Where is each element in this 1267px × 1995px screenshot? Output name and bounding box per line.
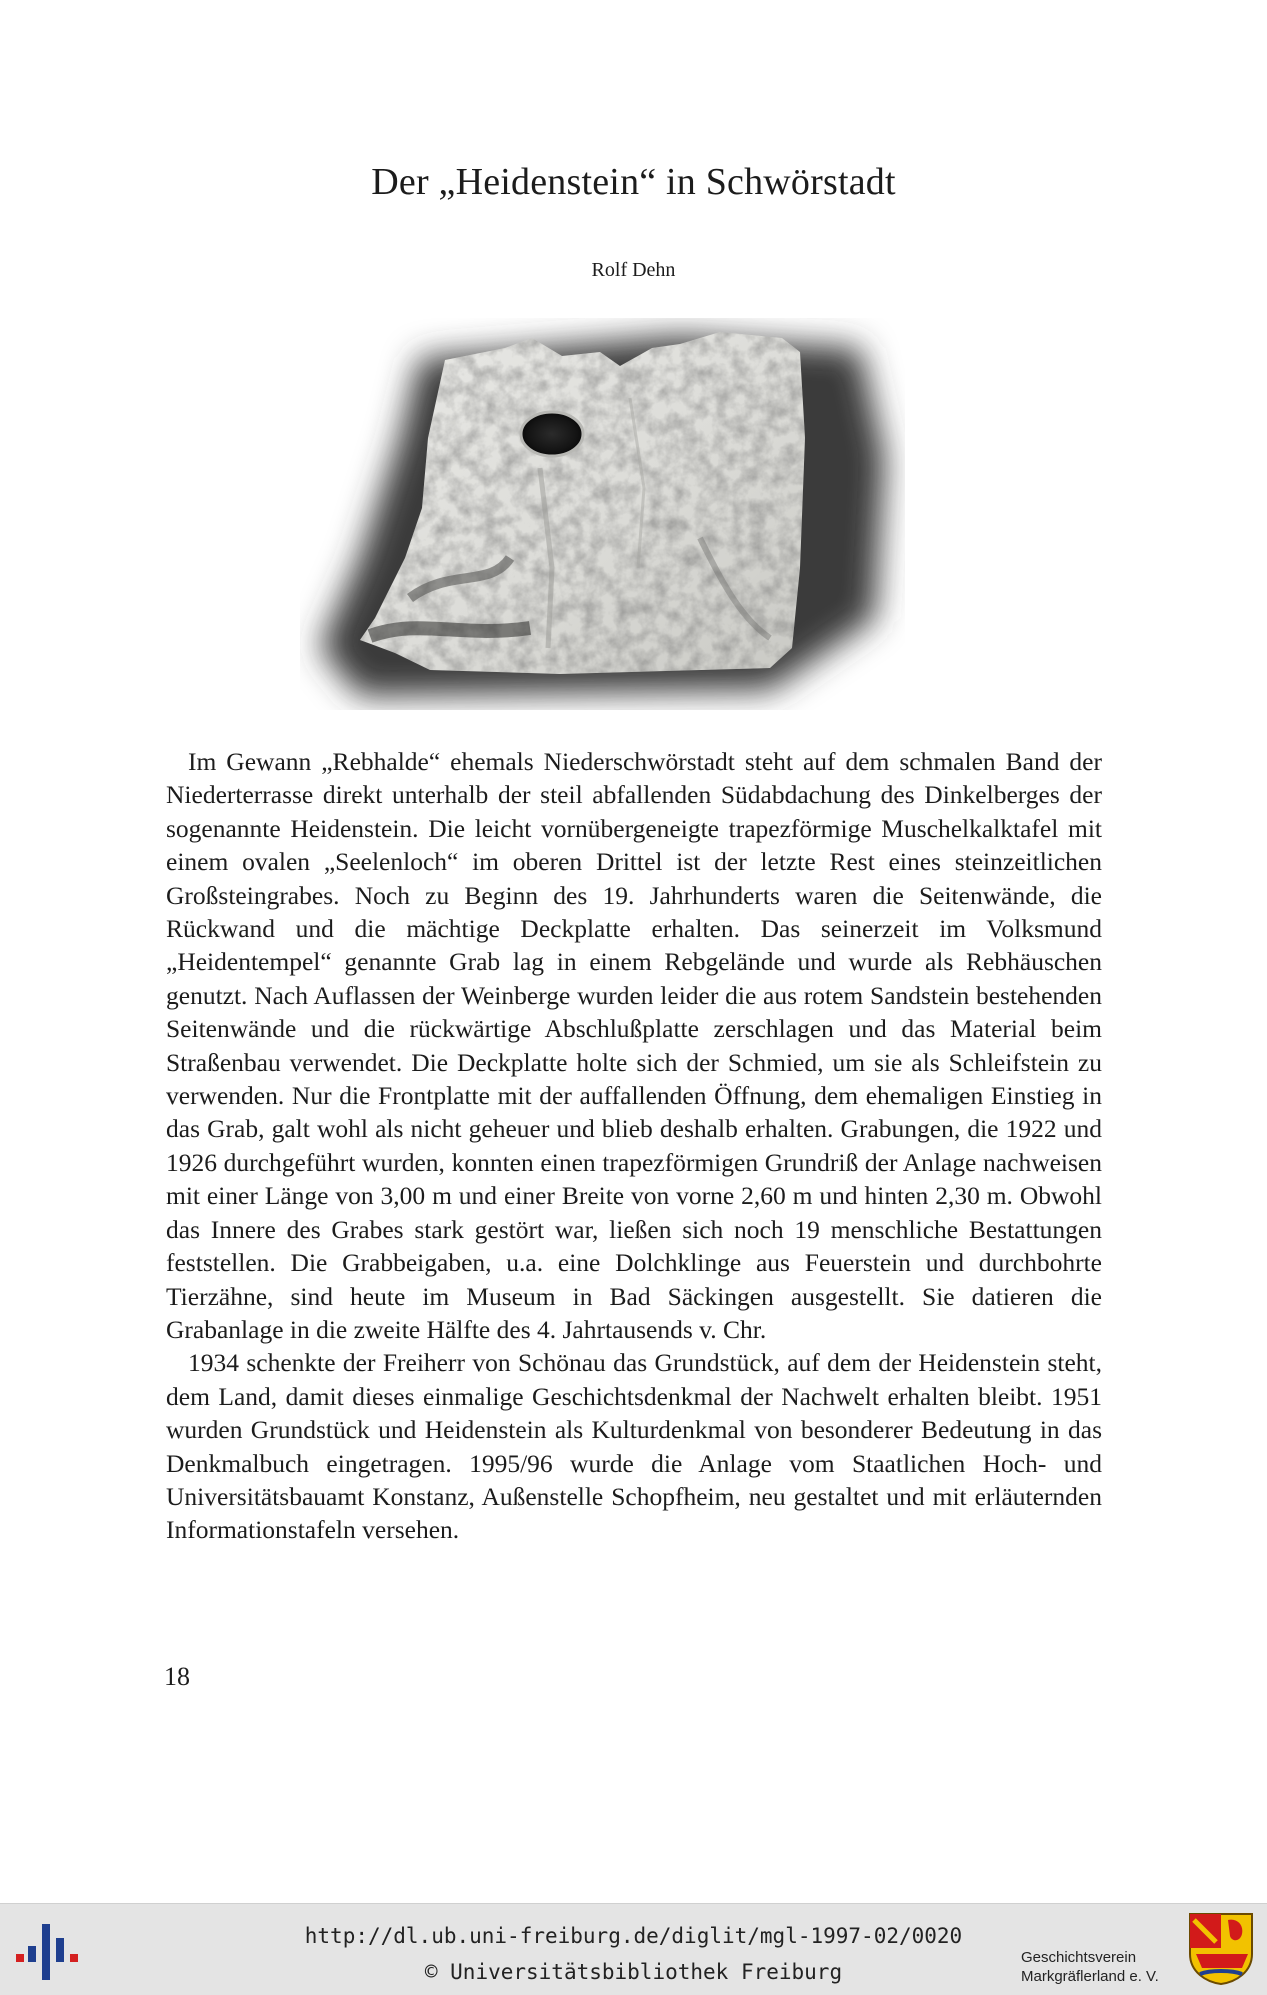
footer-society-name bbox=[1021, 1948, 1159, 1986]
footer-copyright: © Universitätsbibliothek Freiburg bbox=[424, 1960, 843, 1984]
paragraph-1: Im Gewann „Rebhalde“ ehemals Niederschwörstadt steht auf dem schmalen Band der Niederterrasse direkt unterhalb der steil abfallenden Südabdachung des Dinkelberges der sogenannte Heidenstein. Die leicht vornübergeneigte trapezförmige Muschelkalktafel mit einem ovalen „Seelenloch“ im oberen Drittel ist der letzte Rest eines steinzeitlichen Großsteingrabes. Noch zu Beginn des 19. Jahrhunderts waren die Seitenwände, die Rückwand und die mächtige Deckplatte erhalten. Das seinerzeit im Volksmund „Heidentempel“ genannte Grab lag in einem Rebgelände und wurde als Rebhäuschen genutzt. Nach Auflassen der Weinberge wurden leider die aus rotem Sandstein bestehenden Seitenwände und die rückwärtige Abschlußplatte zerschlagen und das Material beim Straßenbau verwendet. Die Deckplatte holte sich der Schmied, um sie als Schleifstein zu verwenden. Nur die Frontplatte mit der auffallenden Öffnung, dem ehemaligen Einstieg in das Grab, galt wohl als nicht geheuer und blieb deshalb erhalten. Grabungen, die 1922 und 1926 durchgeführt wurden, konnten einen trapezförmigen Grundriß der Anlage nachweisen mit einer Länge von 3,00 m und einer Breite von vorne 2,60 m und hinten 2,30 m. Obwohl das Innere des Grabes stark gestört war, ließen sich noch 19 menschliche Bestattungen feststellen. Die Grabbeigaben, u.a. eine Dolchklinge aus Feuerstein und durchbohrte Tierzähne, sind heute im Museum in Bad Säckingen ausgestellt. Sie datieren die Grabanlage in die zweite Hälfte des 4. Jahrtausends v. Chr. bbox=[166, 747, 1102, 1344]
paragraph-2: 1934 schenkte der Freiherr von Schönau das Grundstück, auf dem der Heidenstein steht, dem Land, damit dieses einmalige Geschichtsdenkmal der Nachwelt erhalten bleibt. 1951 wurden Grundstück und Heidenstein als Kulturdenkmal von besonderer Bedeutung in das Denkmalbuch eingetragen. 1995/96 wurde die Anlage vom Staatlichen Hoch- und Universitätsbauamt Konstanz, Außenstelle Schopfheim, neu gestaltet und mit erläuternden Informationstafeln versehen. bbox=[166, 1348, 1102, 1545]
page-number: 18 bbox=[164, 1662, 190, 1691]
society-line-2: Markgräflerland e. V. bbox=[1021, 1968, 1159, 1985]
library-footer bbox=[0, 1903, 1267, 1995]
article-body bbox=[166, 745, 1102, 1547]
article-title: Der „Heidenstein“ in Schwörstadt bbox=[371, 161, 896, 203]
society-crest-icon bbox=[1188, 1912, 1254, 1986]
society-line-1: Geschichtsverein bbox=[1021, 1949, 1137, 1966]
heidenstein-photo bbox=[300, 318, 905, 710]
article-author: Rolf Dehn bbox=[591, 259, 676, 281]
footer-url-link[interactable]: http://dl.ub.uni-freiburg.de/diglit/mgl-1997-02/0020 bbox=[304, 1924, 963, 1948]
